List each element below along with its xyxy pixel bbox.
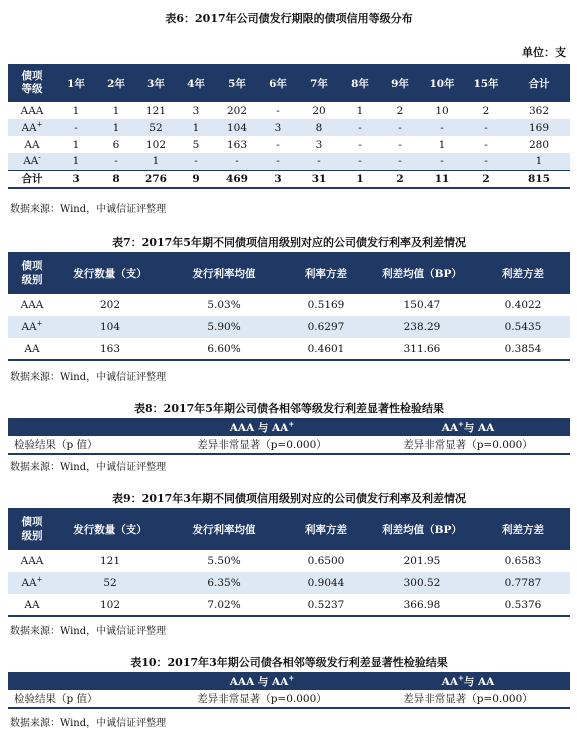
- header-cell: 15年: [473, 77, 499, 90]
- table9-section: [8, 482, 570, 640]
- cell: 201.95: [403, 555, 441, 567]
- cell: 469: [216, 170, 258, 188]
- table-row: [8, 153, 570, 170]
- cell: 0.5169: [307, 299, 345, 311]
- cell: 2: [380, 170, 420, 188]
- header-cell: 1年: [67, 77, 85, 90]
- cell: 202: [99, 299, 121, 311]
- header-cell: AA+与 AA: [441, 419, 495, 434]
- header-cell: [8, 252, 56, 294]
- cell: 2: [464, 170, 508, 188]
- cell: 31: [298, 170, 340, 188]
- table-row: [8, 119, 570, 136]
- cell: AAA: [20, 104, 44, 117]
- header-cell: 发行利率均值: [192, 267, 256, 280]
- cell: AA+: [8, 572, 56, 594]
- table8-header-row: [8, 418, 570, 436]
- cell: 150.47: [403, 299, 441, 311]
- cell: AA+: [8, 316, 56, 338]
- cell: 0.5435: [476, 316, 570, 338]
- cell: AA: [8, 594, 56, 616]
- header-cell: 3年: [147, 77, 165, 90]
- cell: 6.60%: [164, 338, 284, 360]
- header-cell: AAA 与 AA+: [229, 673, 295, 688]
- cell: 163: [226, 138, 248, 151]
- table9-header-row: [8, 508, 570, 550]
- table-row: [8, 594, 570, 616]
- table-total-row: [8, 170, 570, 188]
- table9-caption: 表9：2017年3年期不同债项信用级别对应的公司债发行利率及利差情况: [112, 492, 466, 505]
- table-row: [8, 550, 570, 572]
- cell: -: [216, 153, 258, 170]
- cell: 366.98: [368, 594, 476, 616]
- cell: 238.29: [368, 316, 476, 338]
- header-grade-line1: 债项: [21, 260, 43, 272]
- cell: -: [380, 119, 420, 136]
- cell: 102: [56, 594, 164, 616]
- cell: 1: [340, 170, 380, 188]
- header-cell: 利率方差: [305, 523, 347, 536]
- cell: 280: [528, 138, 550, 151]
- cell: 5: [192, 138, 200, 151]
- cell: 0.5237: [284, 594, 368, 616]
- cell: 104: [216, 119, 258, 136]
- cell: -: [484, 138, 488, 151]
- cell: 2: [396, 104, 404, 117]
- table6-source: 数据来源：Wind，中诚信证评整理: [10, 204, 167, 215]
- cell: 362: [528, 104, 550, 117]
- cell: 102: [145, 138, 167, 151]
- table7-source: 数据来源：Wind，中诚信证评整理: [10, 372, 167, 383]
- cell: 1: [112, 104, 120, 117]
- cell: 6: [112, 138, 120, 151]
- cell: 202: [226, 104, 248, 117]
- cell: 1: [508, 153, 570, 170]
- cell: -: [464, 119, 508, 136]
- header-cell: 2年: [107, 77, 125, 90]
- header-cell: 10年: [429, 77, 455, 90]
- cell: 1: [56, 153, 96, 170]
- header-grade-line2: 级别: [21, 274, 43, 286]
- cell: -: [420, 119, 464, 136]
- cell: 121: [99, 555, 121, 567]
- cell: 差异非常显著（p=0.000）: [366, 436, 570, 454]
- cell: 5.90%: [164, 316, 284, 338]
- cell: 差异非常显著（p=0.000）: [366, 690, 570, 708]
- table-row: [8, 102, 570, 119]
- cell: 300.52: [368, 572, 476, 594]
- header-cell: 利差方差: [502, 523, 544, 536]
- cell: AAA: [20, 299, 44, 311]
- header-grade-line2: 级别: [21, 530, 43, 542]
- cell: -: [380, 153, 420, 170]
- header-cell: 合计: [528, 77, 550, 90]
- cell: 276: [136, 170, 176, 188]
- table8-caption: 表8：2017年5年期公司债各相邻等级发行利差显著性检验结果: [134, 402, 444, 415]
- cell: 169: [508, 119, 570, 136]
- cell: AA+: [8, 119, 56, 136]
- cell: 9: [176, 170, 216, 188]
- table-row: [8, 572, 570, 594]
- table-row: [8, 690, 570, 708]
- cell: 1: [72, 104, 80, 117]
- table7-section: [8, 228, 570, 388]
- table-row: [8, 436, 570, 454]
- header-grade-line1: 债项: [21, 70, 43, 82]
- table10-header-row: [8, 672, 570, 690]
- table7-caption: 表7：2017年5年期不同债项信用级别对应的公司债发行利率及利差情况: [112, 236, 466, 249]
- cell: 815: [508, 170, 570, 188]
- cell: AA: [24, 138, 40, 151]
- header-cell: 发行数量（支）: [73, 267, 147, 280]
- cell: 1: [96, 119, 136, 136]
- cell: -: [358, 138, 362, 151]
- cell: -: [464, 153, 508, 170]
- cell: -: [340, 153, 380, 170]
- cell: 11: [420, 170, 464, 188]
- table6-header-row: [8, 64, 570, 102]
- header-grade-line1: 债项: [21, 516, 43, 528]
- cell: 合计: [8, 170, 56, 188]
- table-row: [8, 294, 570, 316]
- table6: [8, 64, 570, 189]
- cell: 0.5376: [476, 594, 570, 616]
- header-cell: [8, 508, 56, 550]
- cell: 3: [258, 119, 298, 136]
- cell: 2: [482, 104, 490, 117]
- table6-section: [8, 0, 570, 215]
- cell: 差异非常显著（p=0.000）: [158, 436, 366, 454]
- header-cell: 发行利率均值: [192, 523, 256, 536]
- cell: 0.4022: [504, 299, 542, 311]
- cell: 3: [315, 138, 323, 151]
- cell: -: [420, 153, 464, 170]
- cell: 检验结果（p 值）: [8, 690, 158, 708]
- cell: 0.3854: [476, 338, 570, 360]
- header-cell: 6年: [269, 77, 287, 90]
- header-grade-line2: 等级: [21, 83, 43, 95]
- table9-source: 数据来源：Wind，中诚信证评整理: [10, 626, 167, 637]
- header-cell: 利差方差: [502, 267, 544, 280]
- cell: 3: [258, 170, 298, 188]
- cell: 3: [56, 170, 96, 188]
- cell: -: [258, 153, 298, 170]
- cell: -: [276, 104, 280, 117]
- cell: 1: [176, 119, 216, 136]
- header-cell: 4年: [187, 77, 205, 90]
- header-cell: [8, 418, 158, 436]
- cell: -: [340, 119, 380, 136]
- header-cell: 发行数量（支）: [73, 523, 147, 536]
- cell: 0.9044: [284, 572, 368, 594]
- cell: 0.6500: [307, 555, 345, 567]
- header-cell: 利差均值（BP）: [382, 523, 462, 536]
- table8-source: 数据来源：Wind，中诚信证评整理: [10, 462, 167, 473]
- cell: AAA: [20, 555, 44, 567]
- table9: [8, 508, 570, 617]
- cell: 0.6297: [284, 316, 368, 338]
- table10-source: 数据来源：Wind，中诚信证评整理: [10, 718, 167, 729]
- cell: 163: [56, 338, 164, 360]
- header-cell: 7年: [310, 77, 328, 90]
- cell: 7.02%: [164, 594, 284, 616]
- table-row: [8, 136, 570, 153]
- table7: [8, 252, 570, 361]
- header-cell: 利率方差: [305, 267, 347, 280]
- cell: -: [298, 153, 340, 170]
- cell: 52: [56, 572, 164, 594]
- header-cell: 5年: [228, 77, 246, 90]
- header-cell: AAA 与 AA+: [229, 419, 295, 434]
- cell: 8: [96, 170, 136, 188]
- cell: AA: [8, 338, 56, 360]
- header-cell: 8年: [351, 77, 369, 90]
- header-cell: [8, 672, 158, 690]
- table10-caption: 表10：2017年3年期公司债各相邻等级发行利差显著性检验结果: [130, 656, 448, 669]
- cell: 0.7787: [476, 572, 570, 594]
- cell: -: [56, 119, 96, 136]
- cell: AA-: [8, 153, 56, 170]
- cell: 检验结果（p 值）: [8, 436, 158, 454]
- table6-caption: 表6：2017年公司债发行期限的债项信用等级分布: [165, 12, 413, 25]
- table-row: [8, 338, 570, 360]
- table7-header-row: [8, 252, 570, 294]
- cell: 0.4601: [284, 338, 368, 360]
- cell: 1: [72, 138, 80, 151]
- table8: [8, 418, 570, 455]
- cell: 10: [435, 104, 449, 117]
- cell: -: [176, 153, 216, 170]
- table10: [8, 672, 570, 709]
- cell: 5.50%: [207, 555, 241, 567]
- cell: -: [96, 153, 136, 170]
- cell: 差异非常显著（p=0.000）: [158, 690, 366, 708]
- header-cell: AA+与 AA: [441, 673, 495, 688]
- table-row: [8, 316, 570, 338]
- table6-unit: 单位：支: [522, 46, 566, 59]
- cell: 3: [192, 104, 200, 117]
- cell: -: [276, 138, 280, 151]
- cell: 5.03%: [207, 299, 241, 311]
- table8-section: [8, 392, 570, 480]
- cell: 121: [145, 104, 167, 117]
- cell: 104: [56, 316, 164, 338]
- header-cell: 利差均值（BP）: [382, 267, 462, 280]
- table10-section: [8, 648, 570, 737]
- header-cell: [8, 64, 56, 102]
- cell: 8: [298, 119, 340, 136]
- cell: 6.35%: [164, 572, 284, 594]
- cell: 1: [136, 153, 176, 170]
- cell: 20: [312, 104, 326, 117]
- cell: 0.6583: [504, 555, 542, 567]
- cell: 311.66: [368, 338, 476, 360]
- cell: 1: [438, 138, 446, 151]
- header-cell: 9年: [391, 77, 409, 90]
- cell: -: [398, 138, 402, 151]
- cell: 1: [356, 104, 364, 117]
- cell: 52: [136, 119, 176, 136]
